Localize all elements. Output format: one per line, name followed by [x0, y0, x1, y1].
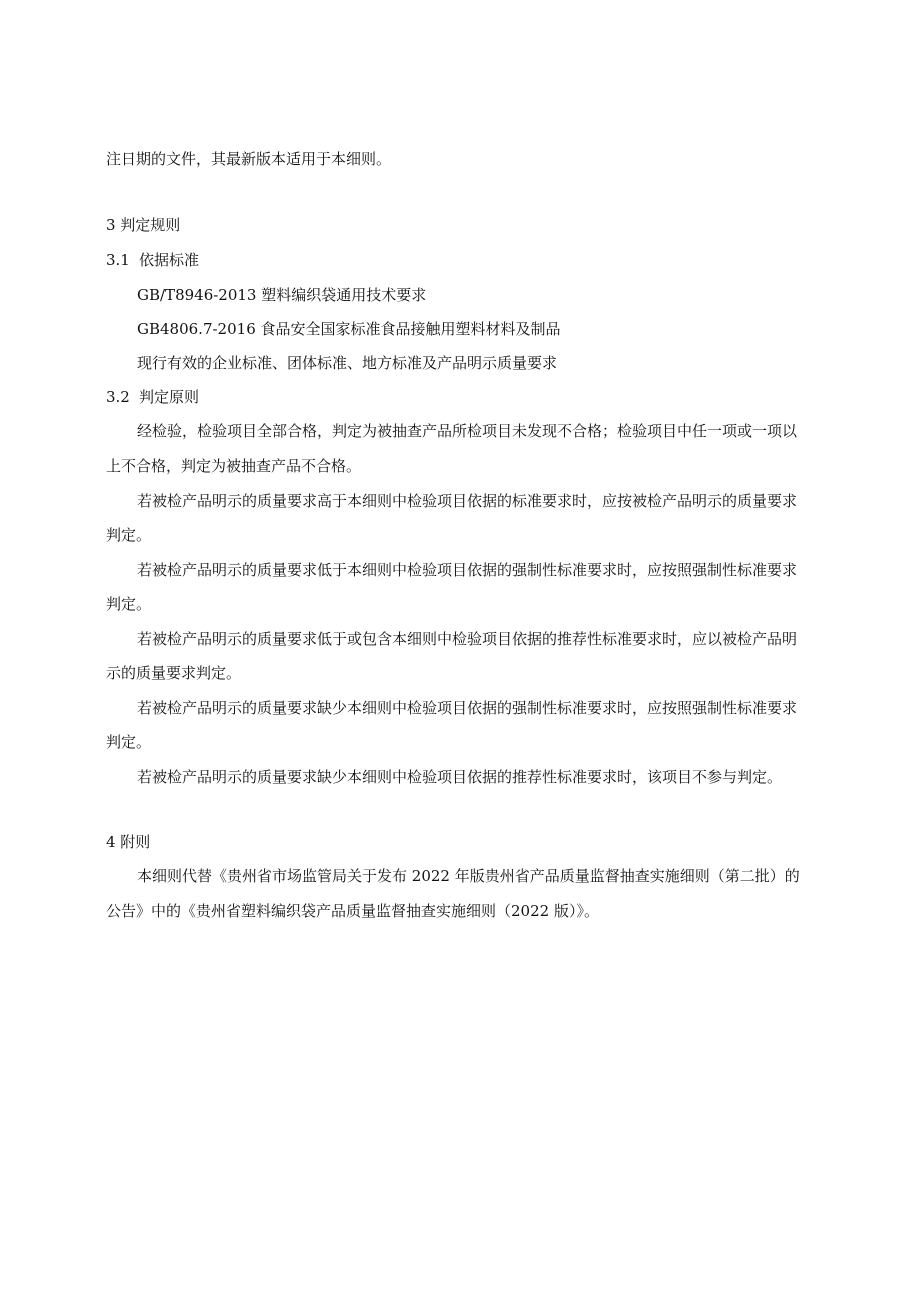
section-3-2-title: 判定原则 — [139, 388, 200, 406]
section-3-2-number: 3.2 — [106, 388, 130, 406]
section-3-heading: 3 判定规则 — [106, 216, 181, 234]
principle-2-line-1: 若被检产品明示的质量要求高于本细则中检验项目依据的标准要求时，应按被检产品明示的质量要求 — [137, 492, 798, 510]
principle-3-line-2: 判定。 — [106, 595, 152, 613]
principle-6-line-1: 若被检产品明示的质量要求缺少本细则中检验项目依据的推荐性标准要求时，该项目不参与判定。 — [137, 768, 783, 786]
section-3-1-number: 3.1 — [106, 251, 130, 269]
intro-tail-text: 注日期的文件，其最新版本适用于本细则。 — [106, 150, 392, 168]
principle-2-line-2: 判定。 — [106, 526, 152, 544]
section-4-heading: 4 附则 — [106, 833, 151, 851]
section-4-line-2: 公告》中的《贵州省塑料编织袋产品质量监督抽查实施细则（2022 版）》。 — [106, 902, 599, 920]
standard-item-2: GB4806.7-2016 食品安全国家标准食品接触用塑料材料及制品 — [137, 320, 561, 338]
principle-1-line-2: 上不合格，判定为被抽查产品不合格。 — [106, 457, 362, 475]
section-3-1-heading — [106, 250, 199, 270]
section-3-2-heading — [106, 387, 199, 407]
principle-4-line-1: 若被检产品明示的质量要求低于或包含本细则中检验项目依据的推荐性标准要求时，应以被检产品明 — [137, 630, 798, 648]
principle-4-line-2: 示的质量要求判定。 — [106, 664, 242, 682]
principle-1-line-1: 经检验，检验项目全部合格，判定为被抽查产品所检项目未发现不合格；检验项目中任一项或一项以 — [137, 422, 798, 440]
standard-item-3: 现行有效的企业标准、团体标准、地方标准及产品明示质量要求 — [137, 354, 558, 372]
standard-item-1: GB/T8946-2013 塑料编织袋通用技术要求 — [137, 286, 427, 304]
principle-3-line-1: 若被检产品明示的质量要求低于本细则中检验项目依据的强制性标准要求时，应按照强制性标准要求 — [137, 561, 798, 579]
section-4-line-1: 本细则代替《贵州省市场监管局关于发布 2022 年版贵州省产品质量监督抽查实施细则（第二批）的 — [137, 867, 800, 885]
principle-5-line-1: 若被检产品明示的质量要求缺少本细则中检验项目依据的强制性标准要求时，应按照强制性标准要求 — [137, 699, 798, 717]
section-3-1-title: 依据标准 — [139, 251, 200, 269]
principle-5-line-2: 判定。 — [106, 733, 152, 751]
